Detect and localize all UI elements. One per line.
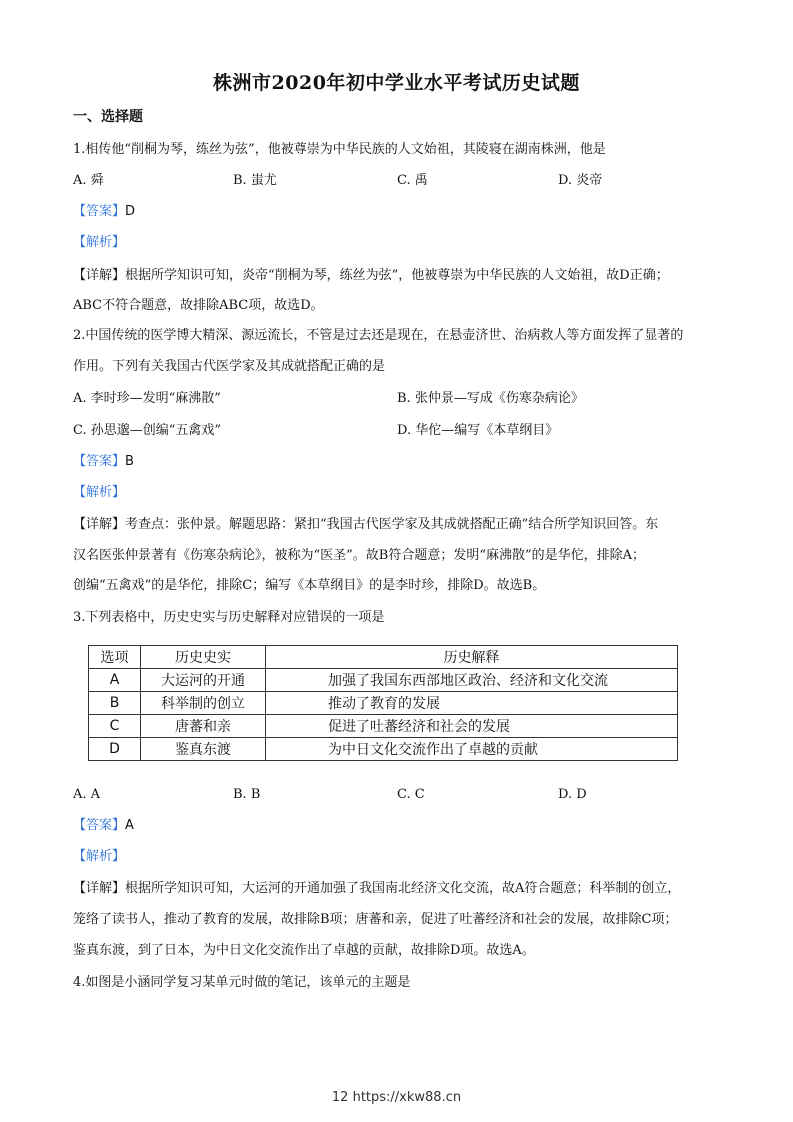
q3-answer (73, 817, 134, 835)
q2-stem-line-2: 作用。下列有关我国古代医学家及其成就搭配正确的是 (73, 359, 386, 374)
q1-option-b: B. 蚩尤 (233, 173, 277, 188)
q2-option-c: C. 孙思邈—创编“五禽戏” (73, 423, 222, 438)
table-row (89, 692, 678, 715)
q3-option-c: C. C (397, 787, 425, 802)
page-footer: 12 https://xkw88.cn (331, 1090, 462, 1105)
q2-option-d: D. 华佗—编写《本草纲目》 (397, 423, 559, 438)
q1-detail-line-1 (73, 267, 669, 285)
detail-text: 根据所学知识可知，炎帝“削桐为琴，练丝为弦”，他被尊崇为中华民族的人文始祖，故D正确； (125, 268, 669, 283)
table-cell-fact: 唐蕃和亲 (141, 715, 266, 738)
table-row (89, 669, 678, 692)
q2-detail-line-2: 汉名医张仲景著有《伤寒杂病论》，被称为“医圣”。故B符合题意；发明“麻沸散”的是华佗，排除A； (73, 548, 646, 563)
table-cell-explanation: 推动了教育的发展 (266, 692, 678, 715)
answer-tag: 【答案】 (73, 818, 126, 833)
q3-detail-line-1 (73, 880, 680, 898)
table-cell-explanation: 为中日文化交流作出了卓越的贡献 (266, 738, 678, 761)
q2-answer (73, 453, 134, 471)
answer-tag: 【答案】 (73, 454, 126, 469)
table-cell-option: B (89, 692, 141, 715)
q2-stem-line-1: 2.中国传统的医学博大精深、源远流长，不管是过去还是现在，在悬壶济世、治病救人等方面发挥了显著的 (73, 328, 684, 343)
q3-stem: 3.下列表格中，历史史实与历史解释对应错误的一项是 (73, 610, 385, 625)
q1-analysis-tag: 【解析】 (73, 235, 126, 250)
q1-option-c: C. 禹 (397, 173, 428, 188)
answer-value: D (125, 204, 136, 219)
table-cell-option: C (89, 715, 141, 738)
q2-detail-line-1 (73, 516, 658, 534)
q4-stem: 4.如图是小涵同学复习某单元时做的笔记，该单元的主题是 (73, 975, 411, 990)
history-table (88, 645, 678, 761)
answer-tag: 【答案】 (73, 204, 126, 219)
table-cell-explanation: 加强了我国东西部地区政治、经济和文化交流 (266, 669, 678, 692)
q3-option-d: D. D (558, 787, 587, 802)
section-heading: 一、选择题 (73, 109, 143, 125)
q2-option-b: B. 张仲景—写成《伤寒杂病论》 (397, 391, 584, 406)
table-cell-explanation: 促进了吐蕃经济和社会的发展 (266, 715, 678, 738)
q3-detail-line-3: 鉴真东渡，到了日本，为中日文化交流作出了卓越的贡献，故排除D项。故选A。 (73, 943, 535, 958)
q2-analysis-tag: 【解析】 (73, 485, 126, 500)
q3-option-b: B. B (233, 787, 261, 802)
answer-value: A (125, 818, 134, 833)
table-cell-fact: 大运河的开通 (141, 669, 266, 692)
table-cell-option: A (89, 669, 141, 692)
q2-detail-line-3: 创编“五禽戏”的是华佗，排除C；编写《本草纲目》的是李时珍，排除D。故选B。 (73, 578, 546, 593)
detail-text: 根据所学知识可知，大运河的开通加强了我国南北经济文化交流，故A符合题意；科举制的创立， (125, 881, 681, 896)
table-cell-fact: 科举制的创立 (141, 692, 266, 715)
table-header-option: 选项 (89, 646, 141, 669)
q1-option-a: A. 舜 (73, 173, 104, 188)
detail-tag: 【详解】 (73, 881, 126, 896)
answer-value: B (125, 454, 134, 469)
q1-detail-line-2: ABC不符合题意，故排除ABC项，故选D。 (73, 298, 324, 313)
table-cell-fact: 鉴真东渡 (141, 738, 266, 761)
q3-detail-line-2: 笼络了读书人，推动了教育的发展，故排除B项；唐蕃和亲，促进了吐蕃经济和社会的发展，故排除C项； (73, 912, 678, 927)
q2-option-a: A. 李时珍—发明“麻沸散” (73, 391, 221, 406)
table-header-explanation: 历史解释 (266, 646, 678, 669)
detail-tag: 【详解】 (73, 517, 126, 532)
table-header-fact: 历史史实 (141, 646, 266, 669)
table-row (89, 738, 678, 761)
table-cell-option: D (89, 738, 141, 761)
q1-answer (73, 203, 135, 221)
table-row (89, 715, 678, 738)
q3-analysis-tag: 【解析】 (73, 849, 126, 864)
page-title: 株洲市2020年初中学业水平考试历史试题 (213, 72, 580, 94)
detail-tag: 【详解】 (73, 268, 126, 283)
q1-option-d: D. 炎帝 (558, 173, 603, 188)
q3-option-a: A. A (73, 787, 101, 802)
detail-text: 考查点：张仲景。解题思路：紧扣“我国古代医学家及其成就搭配正确”结合所学知识回答。东 (125, 517, 659, 532)
table-header-row (89, 646, 678, 669)
q1-stem: 1.相传他“削桐为琴，练丝为弦”，他被尊崇为中华民族的人文始祖，其陵寝在湖南株洲，他是 (73, 142, 606, 157)
